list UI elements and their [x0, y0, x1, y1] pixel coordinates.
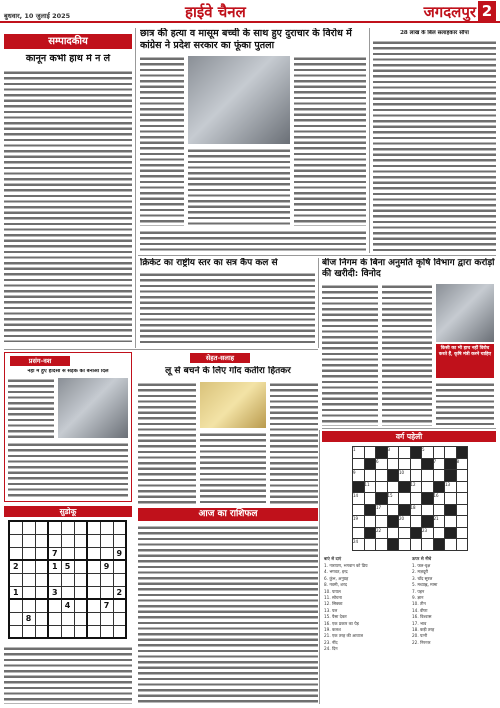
sudoku-cell: [100, 586, 113, 599]
crossword-clue: 14. वीणा: [412, 607, 428, 613]
crossword-clue: 24. दिन: [324, 646, 338, 652]
crossword-down-title: ऊपर से नीचे: [412, 556, 432, 561]
lead-photo-protest: [188, 56, 290, 144]
column-headline: नहीं में हुए हादसा से सड़क को बनाओ दिल: [27, 369, 109, 374]
sudoku-cell: [35, 612, 48, 625]
issue-date: बुधवार, 10 जुलाई 2025: [4, 12, 71, 20]
right-top-headline: 28 लाख के बिल सलाहकार सौंपा: [400, 30, 469, 36]
sudoku-cell: [48, 573, 61, 586]
sudoku-cell: [113, 560, 126, 573]
crossword-title: वर्ग पहेली: [322, 431, 496, 442]
sudoku-cell: [100, 534, 113, 547]
crossword-clue: 18. कड़ी तरह: [412, 627, 435, 633]
sudoku-cell: [74, 521, 87, 534]
crossword-clue: 19. कलश: [324, 627, 341, 633]
sudoku-cell: [74, 625, 87, 638]
sudoku-cell: [74, 573, 87, 586]
sudoku-cell: [100, 521, 113, 534]
sudoku-cell: [48, 534, 61, 547]
sudoku-cell: [61, 521, 74, 534]
health-headline: लू से बचने के लिए गोंद कतीरा हितकर: [165, 366, 291, 376]
sudoku-cell: 2: [113, 586, 126, 599]
sudoku-cell: [35, 599, 48, 612]
sudoku-cell: 9: [100, 560, 113, 573]
lead-body-bottom: [140, 230, 366, 252]
crossword-clue: 1. फल-वृक्ष: [412, 563, 431, 568]
seed-headline: बीज निगम के बिना अनुमति कृषि विभाग द्वारा करोड़ों की खरीदी: विनोद: [322, 258, 495, 279]
crossword-down-list: [412, 563, 496, 646]
sudoku-cell: [74, 612, 87, 625]
crossword-across-list: [324, 563, 410, 653]
sudoku-cell: [87, 586, 100, 599]
crossword-clue: 8. नवमी, शरद: [324, 582, 348, 588]
column-photo-accident: [58, 378, 128, 438]
crossword-clue: 16. एक प्रकार का पेड़: [324, 620, 359, 626]
crossword-clue: 5. मध्याह्न, मामा: [412, 582, 438, 588]
sudoku-cell: [100, 612, 113, 625]
sudoku-cell: [74, 547, 87, 560]
sudoku-cell: [87, 521, 100, 534]
crossword-clue: 22. निरन्तर: [412, 639, 431, 645]
sudoku-cell: [87, 612, 100, 625]
seed-body-col1: [322, 284, 378, 426]
right-top-body: [373, 40, 496, 253]
sudoku-cell: [22, 586, 35, 599]
sudoku-cell: [61, 586, 74, 599]
sudoku-cell: [22, 534, 35, 547]
sudoku-cell: [48, 625, 61, 638]
sudoku-cell: [9, 521, 22, 534]
sudoku-title: सुडोकू: [4, 506, 132, 517]
sudoku-cell: 8: [22, 612, 35, 625]
horoscope-body: [138, 525, 318, 705]
sudoku-cell: [113, 612, 126, 625]
crossword-clue: 9. ज्ञान: [412, 595, 424, 601]
seed-photo-portrait: [436, 284, 494, 342]
sudoku-cell: [9, 534, 22, 547]
column-body-2: [8, 442, 128, 498]
crossword-clue: 6. कुंभ, अनुग्रह: [324, 575, 349, 581]
sudoku-cell: [22, 599, 35, 612]
sudoku-cell: [22, 625, 35, 638]
lead-headline: छात्र की हत्या व मासूम बच्ची के साथ हुए दुराचार के विरोध में कांग्रेस ने प्रदेश सरकार का फूंका पुतला: [140, 28, 352, 51]
sudoku-cell: [113, 573, 126, 586]
sudoku-cell: [87, 625, 100, 638]
editorial-headline: कानून कभी हाथ में न लें: [25, 54, 111, 64]
sudoku-cell: [48, 599, 61, 612]
sudoku-instructions: [4, 646, 132, 704]
sudoku-cell: 2: [9, 560, 22, 573]
lead-body-col2: [188, 148, 290, 226]
crossword-clue: 2. मज़दूरी: [412, 569, 428, 575]
sudoku-cell: [9, 612, 22, 625]
health-label: सेहत-सलाह: [190, 353, 250, 363]
sudoku-cell: [9, 625, 22, 638]
seed-pull-quote: किसी का भी हाथ नहीं विरोध करते हैं, कृषि मंत्री करने चाहिए: [436, 344, 494, 378]
sudoku-cell: [61, 612, 74, 625]
sudoku-cell: [35, 560, 48, 573]
sudoku-cell: [113, 599, 126, 612]
sudoku-cell: 1: [9, 586, 22, 599]
sudoku-cell: [61, 625, 74, 638]
sudoku-cell: [9, 573, 22, 586]
editorial-body: [4, 70, 132, 342]
crossword-clue: 3. चाँद सूरज: [412, 575, 433, 581]
sudoku-cell: 1: [48, 560, 61, 573]
sudoku-cell: [113, 534, 126, 547]
crossword-clue: 17. भाव: [412, 620, 427, 626]
sudoku-cell: [22, 547, 35, 560]
sudoku-cell: [48, 521, 61, 534]
sudoku-cell: [61, 547, 74, 560]
sudoku-cell: [87, 534, 100, 547]
crossword-grid: 1 3 5 6 7 8 9 10 11 12 13 14 15 16 17 18 19 20 21 22 23 24: [352, 446, 468, 551]
sudoku-cell: 7: [48, 547, 61, 560]
sudoku-cell: 7: [100, 599, 113, 612]
crossword-across-title: बाएं से दाएं: [324, 556, 342, 561]
cricket-body: [140, 272, 315, 346]
sudoku-cell: 9: [113, 547, 126, 560]
health-body-col2: [200, 432, 266, 504]
sudoku-cell: 3: [48, 586, 61, 599]
sudoku-cell: [100, 547, 113, 560]
sudoku-cell: [35, 521, 48, 534]
crossword-clue: 15. पैसा देकर: [324, 614, 347, 620]
sudoku-cell: [74, 599, 87, 612]
sudoku-cell: [87, 573, 100, 586]
sudoku-cell: [113, 625, 126, 638]
crossword-clue: 21. एक तरह की आवाज: [324, 633, 363, 639]
crossword-clue: 16. विश्वास: [412, 614, 432, 620]
sudoku-cell: [87, 547, 100, 560]
crossword-clue: 20. पत्नी: [412, 633, 428, 639]
cricket-headline: क्रिकेट का राष्ट्रीय स्तर का सत्र कैंप कल से: [140, 258, 278, 268]
seed-body-col3: [436, 382, 494, 426]
column-body-1: [8, 378, 54, 438]
seed-body-col2: [382, 284, 432, 426]
crossword-clue: 4. भगवत, इन्द्र: [324, 569, 348, 575]
crossword-clue: 11. सोचना: [324, 595, 342, 601]
health-body-col3: [270, 382, 318, 504]
sudoku-cell: [74, 560, 87, 573]
sudoku-cell: [9, 547, 22, 560]
horoscope-title: आज का राशिफल: [138, 508, 318, 521]
crossword-clue: 23. नींद: [324, 639, 338, 645]
sudoku-cell: 4: [61, 599, 74, 612]
sudoku-cell: [22, 560, 35, 573]
column-label: प्रसंग-वश: [10, 356, 70, 366]
sudoku-cell: 5: [61, 560, 74, 573]
sudoku-cell: [113, 521, 126, 534]
lead-body-col1: [140, 56, 184, 226]
crossword-clue: 13. पल: [324, 607, 338, 613]
masthead: [0, 0, 500, 23]
page-number: 2: [478, 1, 496, 21]
sudoku-cell: [74, 534, 87, 547]
sudoku-cell: [74, 586, 87, 599]
sudoku-cell: [100, 625, 113, 638]
sudoku-cell: [35, 547, 48, 560]
crossword-clue: 12. सिक्का: [324, 601, 343, 607]
edition-city: जगदलपुर: [423, 3, 476, 21]
sudoku-cell: [61, 534, 74, 547]
sudoku-cell: [35, 586, 48, 599]
editorial-label: सम्पादकीय: [4, 34, 132, 49]
crossword-clue: 10. तीन: [412, 601, 426, 607]
crossword-clue: 1. नारायण, भगवान को प्रिय: [324, 563, 368, 568]
sudoku-grid: [8, 520, 127, 639]
health-photo-gond: [200, 382, 266, 428]
sudoku-cell: [35, 573, 48, 586]
sudoku-cell: [61, 573, 74, 586]
sudoku-cell: [22, 521, 35, 534]
sudoku-cell: [9, 599, 22, 612]
sudoku-cell: [35, 625, 48, 638]
newspaper-brand: हाईवे चैनल: [185, 3, 246, 21]
crossword-clue: 7. पहन: [412, 588, 425, 594]
sudoku-cell: [87, 560, 100, 573]
sudoku-cell: [48, 612, 61, 625]
crossword-clue: 10. पायल: [324, 588, 341, 594]
sudoku-cell: [35, 534, 48, 547]
sudoku-cell: [100, 573, 113, 586]
sudoku-cell: [87, 599, 100, 612]
sudoku-cell: [22, 573, 35, 586]
health-body-col1: [138, 382, 196, 504]
lead-body-col3: [294, 56, 366, 226]
